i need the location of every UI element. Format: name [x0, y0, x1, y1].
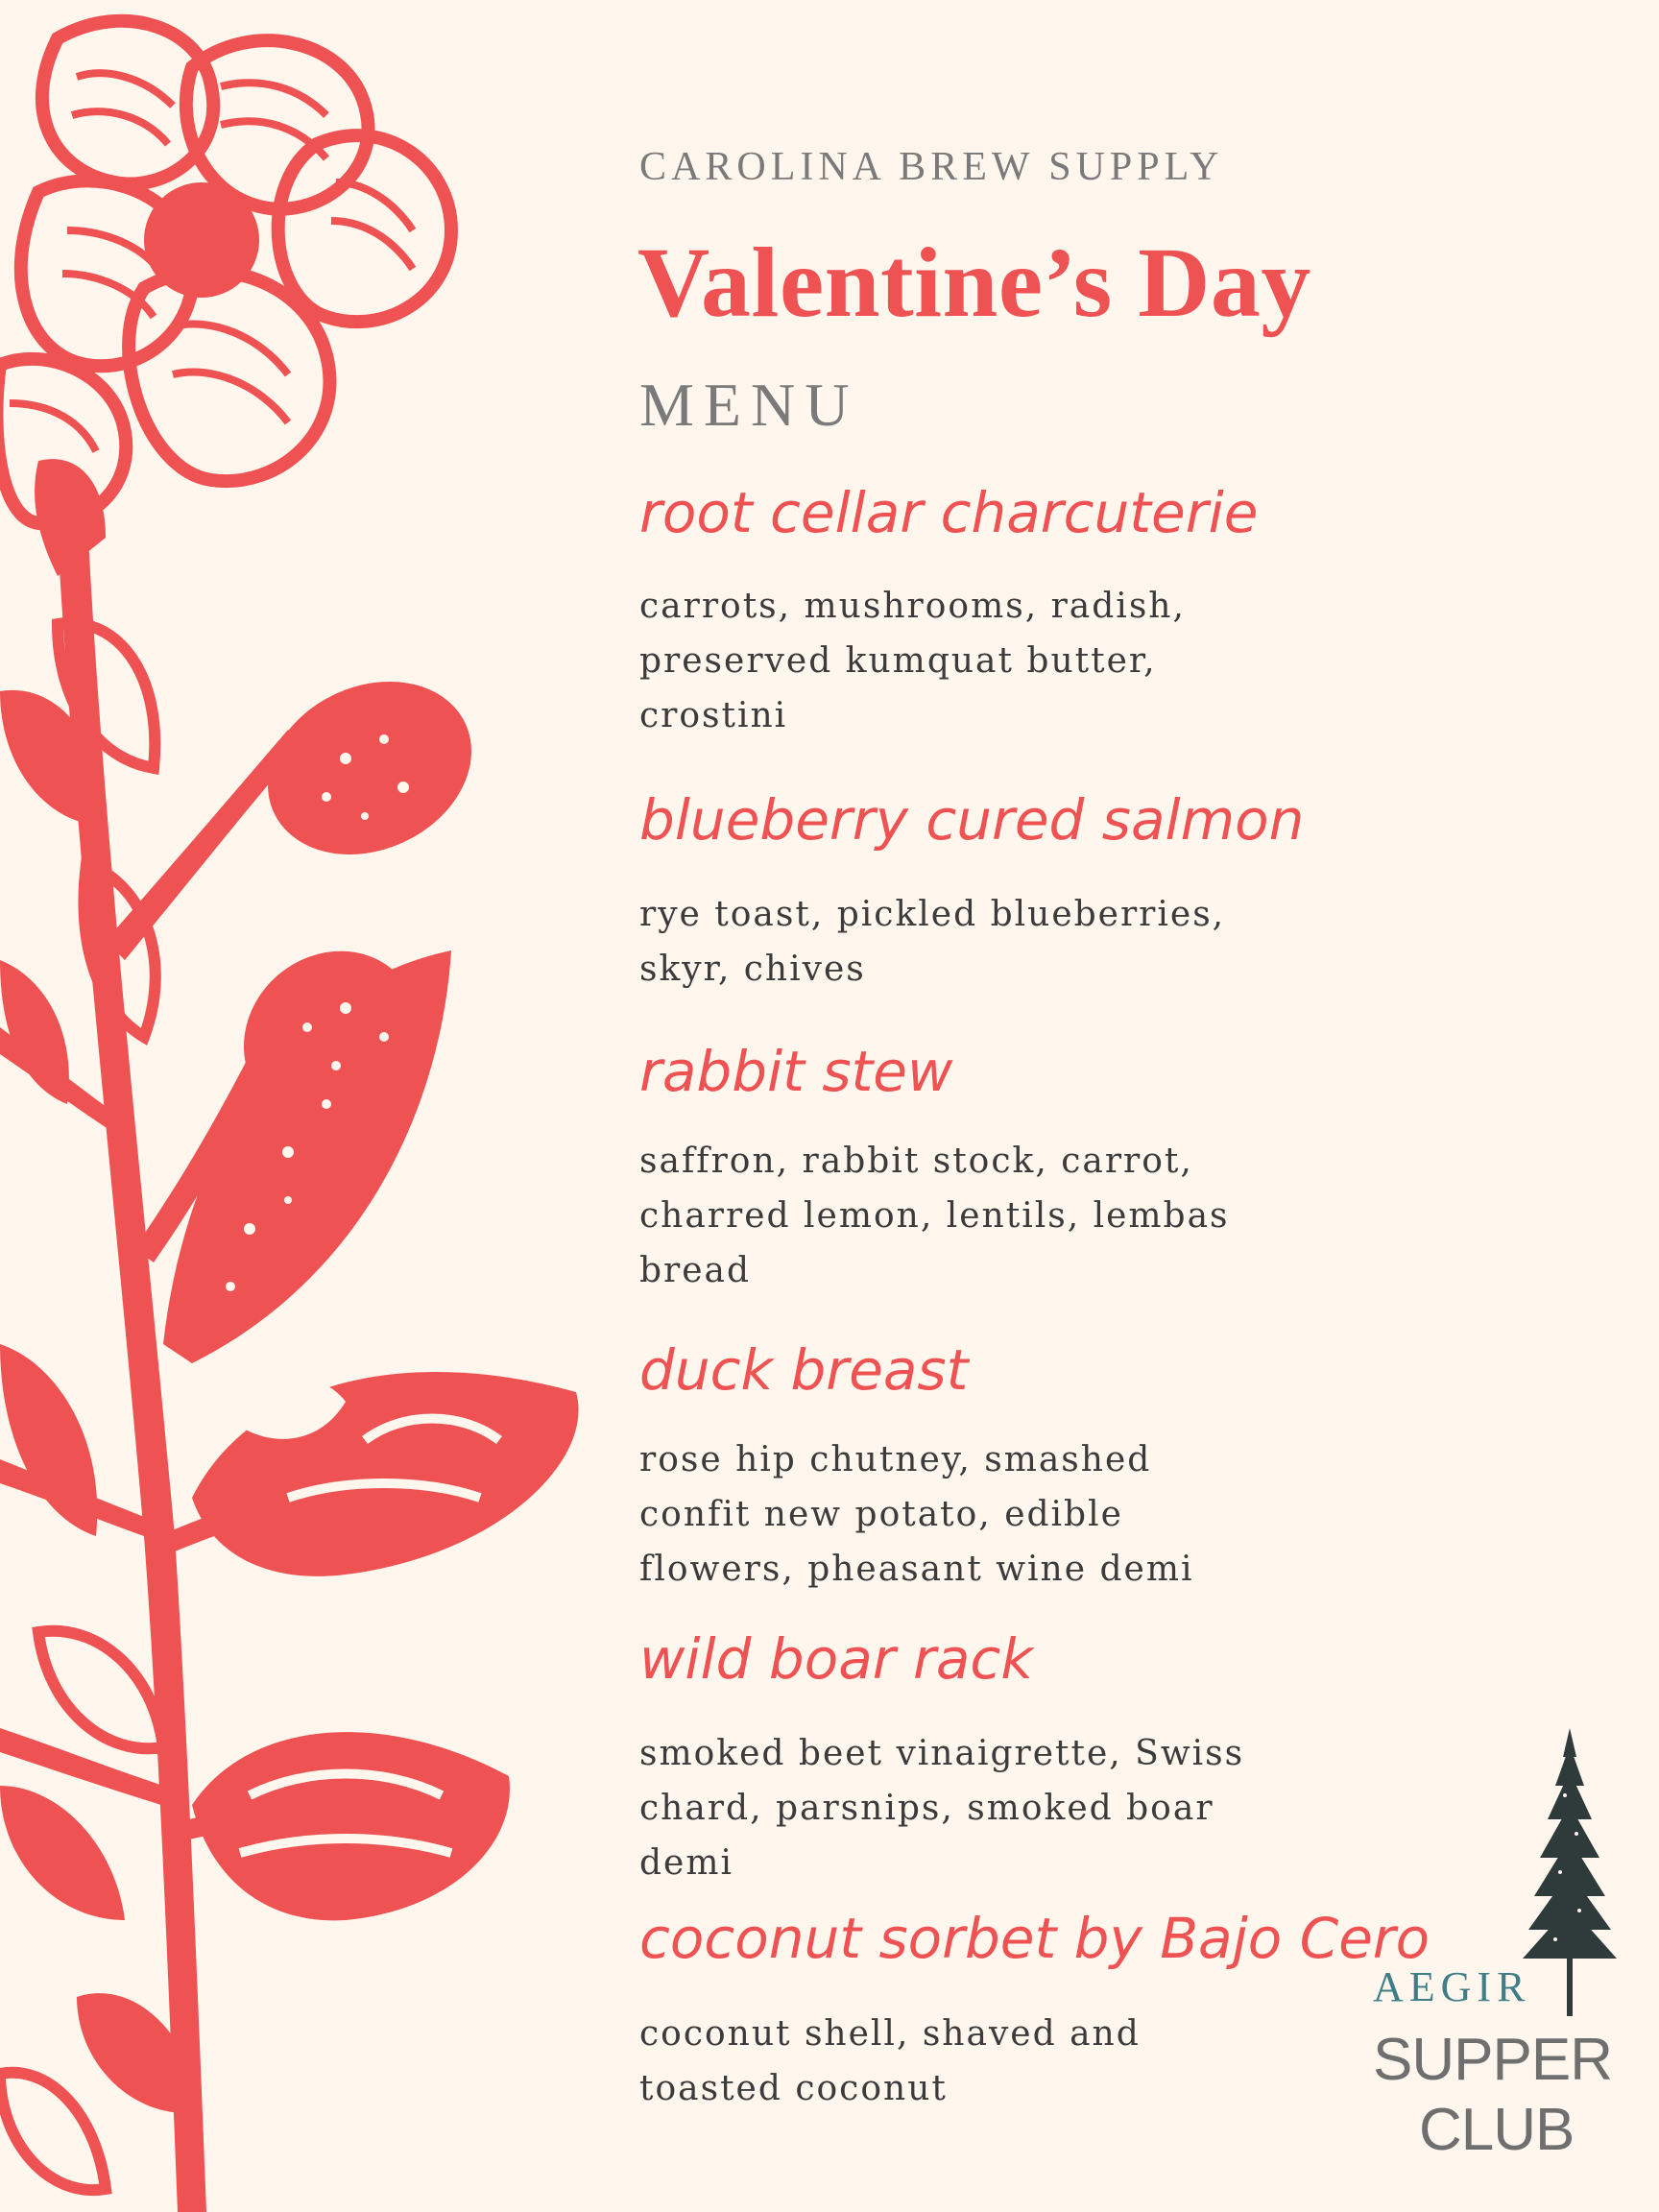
- logo-text-aegir: AEGIR: [1373, 1963, 1531, 2010]
- course-name: coconut sorbet by Bajo Cero: [639, 1906, 1431, 1971]
- course-name: duck breast: [639, 1337, 969, 1403]
- course-name: wild boar rack: [639, 1626, 1033, 1692]
- aegir-supper-club-logo: [1373, 1728, 1651, 2170]
- course-description: rye toast, pickled blueberries, skyr, chives: [639, 895, 1226, 989]
- course-description: rose hip chutney, smashed confit new potato, edible flowers, pheasant wine demi: [639, 1440, 1194, 1589]
- page-subtitle: MENU: [639, 371, 859, 439]
- course-description: coconut shell, shaved and toasted coconut: [639, 2014, 1141, 2108]
- course-description: carrots, mushrooms, radish, preserved kumquat butter, crostini: [639, 587, 1186, 735]
- logo-text-club: CLUB: [1419, 2097, 1575, 2163]
- course-name: rabbit stew: [639, 1039, 953, 1104]
- flower-illustration-icon: [0, 0, 634, 2212]
- course-description: saffron, rabbit stock, carrot, charred lemon, lentils, lembas bread: [639, 1142, 1230, 1290]
- page-title: Valentine’s Day: [637, 228, 1311, 338]
- pine-tree-icon: [1517, 1728, 1623, 2016]
- brand-name: CAROLINA BREW SUPPLY: [639, 145, 1224, 189]
- course-name: root cellar charcuterie: [639, 480, 1259, 545]
- course-description: smoked beet vinaigrette, Swiss chard, parsnips, smoked boar demi: [639, 1734, 1245, 1883]
- logo-text-supper: SUPPER: [1373, 2027, 1612, 2093]
- course-name: blueberry cured salmon: [639, 787, 1305, 853]
